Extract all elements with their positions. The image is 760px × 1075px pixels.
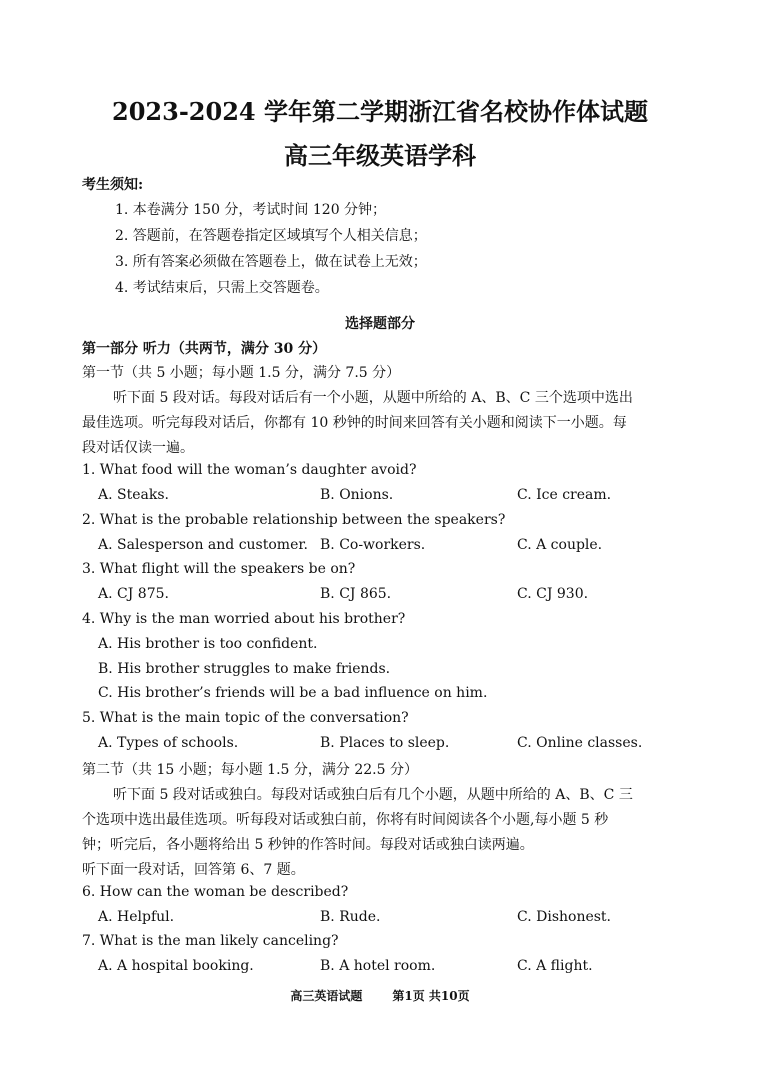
notice-item: 2. 答题前，在答题卷指定区域填写个人相关信息； — [115, 228, 427, 244]
page-footer — [0, 987, 760, 1004]
option-a: A. His brother is too confident. — [98, 636, 318, 652]
question-stem: 5. What is the main topic of the conversation? — [82, 710, 409, 726]
section2-heading: 第二节（共 15 小题；每小题 1.5 分，满分 22.5 分） — [82, 762, 418, 778]
part1-heading: 第一部分 听力（共两节，满分 30 分） — [82, 341, 327, 357]
question-stem: 7. What is the man likely canceling? — [82, 933, 339, 949]
question-stem: 6. How can the woman be described? — [82, 884, 349, 900]
footer-page-number: 第1页 共10页 — [392, 989, 470, 1003]
option-a: A. CJ 875. — [98, 586, 169, 602]
question-stem: 3. What flight will the speakers be on? — [82, 561, 356, 577]
section2-instruction: 个选项中选出最佳选项。听每段对话或独白前，你将有时间阅读各个小题,每小题 5 秒 — [82, 812, 609, 828]
footer-subject: 高三英语试题 — [290, 989, 363, 1003]
option-c: C. A flight. — [517, 958, 593, 974]
section-title: 选择题部分 — [345, 316, 415, 332]
question-stem: 2. What is the probable relationship between the speakers? — [82, 512, 506, 528]
option-c: C. His brother’s friends will be a bad influence on him. — [98, 685, 488, 701]
option-b: B. Onions. — [320, 487, 394, 503]
question-stem: 1. What food will the woman’s daughter avoid? — [82, 462, 417, 478]
option-c: C. Online classes. — [517, 735, 643, 751]
option-a: A. Types of schools. — [98, 735, 239, 751]
notice-item: 3. 所有答案必须做在答题卷上，做在试卷上无效； — [115, 254, 427, 270]
option-c: C. A couple. — [517, 537, 603, 553]
option-b: B. Places to sleep. — [320, 735, 450, 751]
option-c: C. Dishonest. — [517, 909, 612, 925]
exam-subtitle: 高三年级英语学科 — [284, 141, 476, 170]
section1-instruction: 最佳选项。听完每段对话后，你都有 10 秒钟的时间来回答有关小题和阅读下一小题。每 — [82, 415, 627, 431]
option-a: A. Steaks. — [98, 487, 169, 503]
section2-instruction: 听下面 5 段对话或独白。每段对话或独白后有几个小题，从题中所给的 A、B、C 三 — [113, 787, 633, 803]
option-b: B. Rude. — [320, 909, 381, 925]
option-c: C. Ice cream. — [517, 487, 612, 503]
option-c: C. CJ 930. — [517, 586, 589, 602]
question-stem: 4. Why is the man worried about his brother? — [82, 611, 406, 627]
exam-title: 2023-2024 学年第二学期浙江省名校协作体试题 — [112, 97, 648, 126]
section1-instruction: 听下面 5 段对话。每段对话后有一个小题，从题中所给的 A、B、C 三个选项中选出 — [113, 390, 633, 406]
option-b: B. Co-workers. — [320, 537, 426, 553]
option-b: B. His brother struggles to make friends. — [98, 661, 391, 677]
notice-heading: 考生须知: — [82, 177, 144, 193]
section1-instruction: 段对话仅读一遍。 — [82, 440, 194, 456]
option-b: B. A hotel room. — [320, 958, 436, 974]
option-a: A. A hospital booking. — [98, 958, 254, 974]
section1-heading: 第一节（共 5 小题；每小题 1.5 分，满分 7.5 分） — [82, 365, 401, 381]
section2-instruction: 钟；听完后，各小题将给出 5 秒钟的作答时间。每段对话或独白读两遍。 — [82, 837, 534, 853]
dialogue-intro: 听下面一段对话，回答第 6、7 题。 — [82, 862, 305, 878]
option-b: B. CJ 865. — [320, 586, 392, 602]
option-a: A. Salesperson and customer. — [98, 537, 308, 553]
notice-item: 1. 本卷满分 150 分，考试时间 120 分钟； — [115, 202, 387, 218]
notice-item: 4. 考试结束后，只需上交答题卷。 — [115, 280, 329, 296]
option-a: A. Helpful. — [98, 909, 175, 925]
